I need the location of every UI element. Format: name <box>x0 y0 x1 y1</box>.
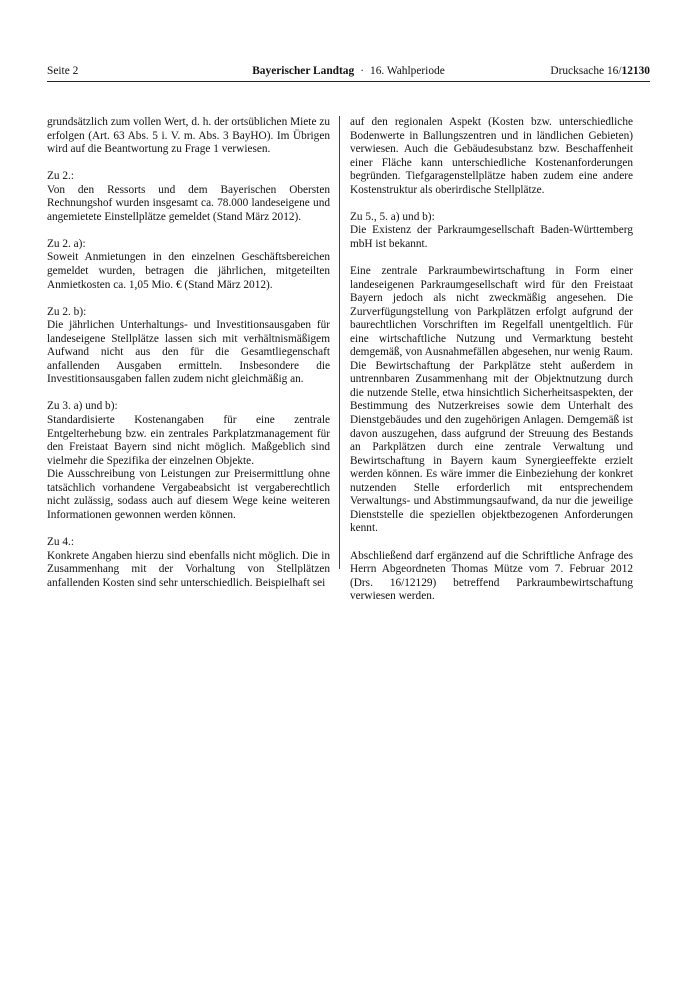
paragraph <box>47 306 330 387</box>
paragraph-text: Die jährlichen Unterhaltungs- und Investitionsausgaben für landeseigene Stellplätze lassen sich mit verhältnismäßigem Aufwand nicht aus den für die Gesamtliegenschaft anfallenden Ausgaben ermitteln. Insbesondere die Investitionsausgaben fallen zudem nicht gleichmäßig an. <box>47 319 330 386</box>
document-number: 12130 <box>621 65 650 77</box>
publisher-name: Bayerischer Landtag <box>252 65 355 77</box>
paragraph-text: Eine zentrale Parkraumbewirtschaftung in Form einer landeseigenen Parkraumgesellschaft wird für den Freistaat Bayern jedoch als nicht zweckmäßig angesehen. Die Zurverfügungstellung von Parkplätzen erfolgt aufgrund der baurechtlichen Vorschriften im Regelfall unentgeltlich. Für eine wirtschaftliche Nutzung und Vermarktung besteht demgemäß, von Ausnahmefällen abgesehen, nur wenig Raum. Die Bewirtschaftung der Parkplätze steht außerdem in untrennbaren Zusammenhang mit der Objektnutzung durch die nutzende Stelle, etwa hinsichtlich Sicherheitsaspekten, der Bestimmung des Nutzerkreises sowie dem Unterhalt des Dienstgebäudes und den zugehörigen Anlagen. Demgemäß ist davon auszugehen, dass aufgrund der Streuung des Bestands an Parkplätzen durch eine zentrale Verwaltung und Bewirtschaftung in Bayern kaum Synergieeffekte erzielt werden können. Es wäre immer die Einbeziehung der konkret nutzenden Stelle erforderlich mit entsprechendem Verwaltungs- und Abstimmungsaufwand, da nur die jeweilige Dienststelle die speziellen objektbezogenen Anforderungen kennt. <box>350 265 633 535</box>
paragraph-text: Standardisierte Kostenangaben für eine zentrale Entgelterhebung bzw. ein zentrales Parkplatzmanagement für den Freistaat Bayern sind nicht möglich. Maßgeblich sind vielmehr die Spezifika der einzelnen Objekte. <box>47 414 330 467</box>
paragraph <box>350 550 633 604</box>
paragraph <box>350 211 633 252</box>
column-divider <box>339 116 340 569</box>
paragraph-text: Konkrete Angaben hierzu sind ebenfalls nicht möglich. Die in Zusammenhang mit der Vorhaltung von Stellplätzen anfallenden Kosten sind sehr unterschiedlich. Beispielhaft sei <box>47 549 330 589</box>
document-reference <box>550 63 650 79</box>
section-heading: Zu 2.: <box>47 170 74 183</box>
paragraph <box>350 265 633 536</box>
section-heading: Zu 2. a): <box>47 237 86 250</box>
paragraph-text: Die Ausschreibung von Leistungen zur Preisermittlung ohne tatsächlich vorhandene Vergabeabsicht ist vergaberechtlich nicht zulässig, sodass auch auf diesem Wege keine weiteren Informationen gewonnen werden können. <box>47 468 330 521</box>
section-heading: Zu 2. b): <box>47 305 87 318</box>
paragraph <box>47 170 330 224</box>
paragraph <box>47 116 330 157</box>
paragraph-text: Soweit Anmietungen in den einzelnen Geschäftsbereichen gemeldet wurden, betragen die jährlichen, mitgeteilten Anmietkosten ca. 1,05 Mio. € (Stand März 2012). <box>47 251 330 291</box>
section-heading: Zu 5., 5. a) und b): <box>350 210 435 223</box>
paragraph <box>350 116 633 197</box>
right-column <box>350 116 633 617</box>
page-number: Seite 2 <box>47 65 79 77</box>
header-separator: · <box>360 65 364 77</box>
document-prefix: Drucksache 16/ <box>550 65 622 77</box>
section-heading: Zu 4.: <box>47 535 74 548</box>
section-heading: Zu 3. a) und b): <box>47 400 118 413</box>
paragraph <box>47 400 330 522</box>
paragraph-text: Von den Ressorts und dem Bayerischen Obersten Rechnungshof wurden insgesamt ca. 78.000 landeseigene und angemietete Einstellplätze gemeldet (Stand März 2012). <box>47 183 330 223</box>
left-column <box>47 116 330 604</box>
legislative-period: 16. Wahlperiode <box>370 65 445 77</box>
paragraph-text: grundsätzlich zum vollen Wert, d. h. der ortsüblichen Miete zu erfolgen (Art. 63 Abs. 5 i. V. m. Abs. 3 BayHO). Im Übrigen wird auf die Beantwortung zu Frage 1 verwiesen. <box>47 116 330 156</box>
paragraph-text: Abschließend darf ergänzend auf die Schriftliche Anfrage des Herrn Abgeordneten Thomas Mütze vom 7. Februar 2012 (Drs. 16/12129) betreffend Parkraumbewirtschaftung verwiesen werden. <box>350 549 633 603</box>
paragraph-text: auf den regionalen Aspekt (Kosten bzw. unterschiedliche Bodenwerte in Ballungszentren und in ländlichen Gebieten) verwiesen. Auch die Gebäudesubstanz bzw. Beschaffenheit einer Fläche kann unterschiedliche Kostenanforderungen begründen. Tiefgaragenstellplätze haben zudem eine andere Kostenstruktur als oberirdische Stellplätze. <box>350 116 633 196</box>
paragraph <box>47 536 330 590</box>
page-header <box>47 63 650 79</box>
paragraph <box>47 238 330 292</box>
paragraph-text: Die Existenz der Parkraumgesellschaft Baden-Württemberg mbH ist bekannt. <box>350 224 633 250</box>
header-rule <box>47 81 650 82</box>
